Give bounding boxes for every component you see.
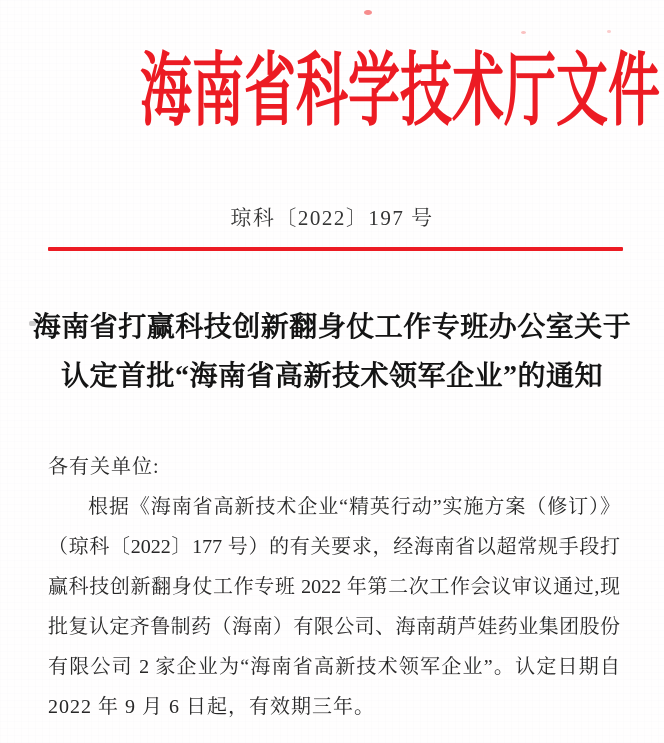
body-line: 赢科技创新翻身仗工作专班 2022 年第二次工作会议审议通过,现 <box>48 576 620 598</box>
letterhead-agency-title <box>0 40 664 144</box>
notice-title <box>0 303 664 401</box>
letterhead-agency-title-text: 海南省科学技术厅文件 <box>140 48 660 136</box>
scan-artifact <box>521 31 526 34</box>
body-line: 有限公司 2 家企业为“海南省高新技术领军企业”。认定日期自 <box>48 656 620 678</box>
notice-title-line1: 海南省打赢科技创新翻身仗工作专班办公室关于 <box>32 312 632 343</box>
body-line: 批复认定齐鲁制药（海南）有限公司、海南葫芦娃药业集团股份 <box>48 616 620 638</box>
body-line: （琼科〔2022〕177 号）的有关要求，经海南省以超常规手段打 <box>48 536 620 558</box>
body-line: 2022 年 9 月 6 日起，有效期三年。 <box>48 696 375 718</box>
scan-artifact <box>607 30 611 33</box>
notice-title-line2: 认定首批“海南省高新技术领军企业”的通知 <box>60 361 603 392</box>
body-line: 根据《海南省高新技术企业“精英行动”实施方案（修订）》 <box>88 496 620 518</box>
salutation: 各有关单位: <box>48 456 160 478</box>
document-number: 琼科〔2022〕197 号 <box>230 206 434 230</box>
red-divider-line <box>48 247 623 251</box>
scan-artifact <box>364 10 372 15</box>
notice-body <box>48 447 620 727</box>
